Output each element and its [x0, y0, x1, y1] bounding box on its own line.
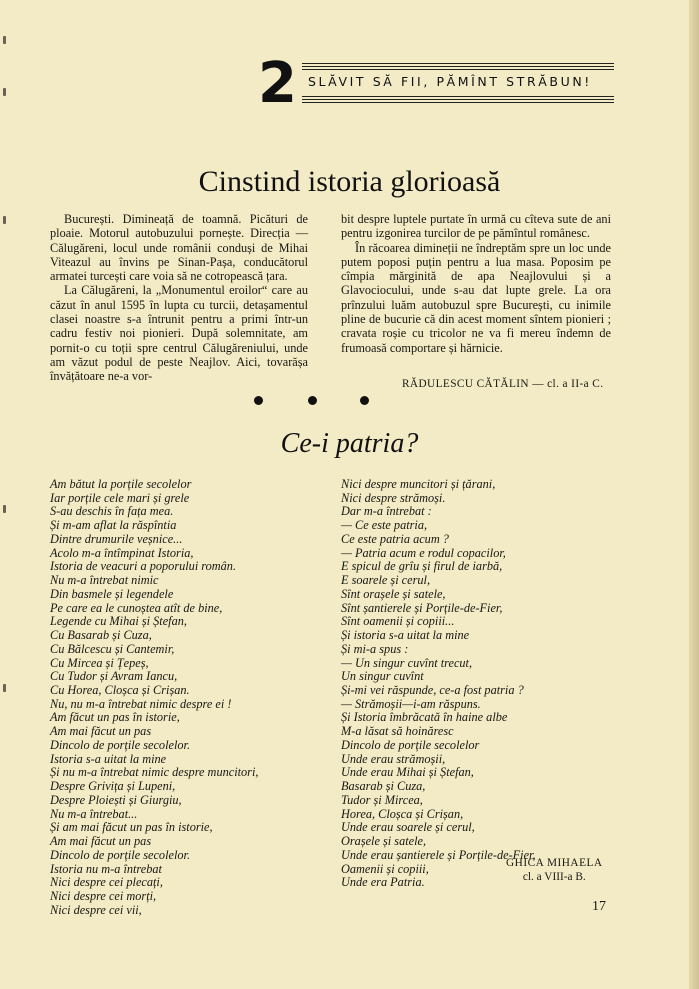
article-paragraph: La Călugăreni, la „Monumentul eroilor“ care au căzut în anul 1595 în lupta cu turcii, detașamentul clasei noastre s-a întrunit pentru a primi într-un cadru festiv noi pionieri. După solemnitate, am pornit-o cu toții spre centrul Călugăreniului, unde am văzut podul de peste Neajlov. Aici, tovarășa învățătoare ne-a vor- — [50, 283, 308, 384]
poem-line: Nici despre cei vii, — [50, 902, 142, 917]
poem-line: Istoria nu m-a întrebat — [50, 861, 162, 876]
poem-line: Nici despre cei morți, — [50, 889, 157, 904]
poem-line: Nu m-a întrebat... — [50, 806, 138, 821]
poem-line: Și istoria s-a uitat la mine — [341, 628, 470, 643]
article-column-right — [341, 212, 611, 355]
poem-line: Nici despre muncitori și țărani, — [341, 477, 496, 491]
poem-line: Despre Ploiești și Giurgiu, — [50, 792, 182, 807]
poem-line: Din basmele și legendele — [50, 586, 174, 601]
chapter-header — [258, 51, 612, 116]
poem-line: Basarab și Cuza, — [341, 779, 426, 794]
poem-line: Am mai făcut un pas — [50, 834, 152, 849]
poem-line: Tudor și Mircea, — [341, 792, 423, 807]
poem-title: Ce-i patria? — [280, 428, 419, 459]
poem-line: Sînt șantierele și Porțile-de-Fier, — [341, 600, 503, 615]
poem-line: Nu, nu m-a întrebat nimic despre ei ! — [50, 696, 232, 711]
poem-line: E spicul de grîu și firul de iarbă, — [341, 559, 503, 574]
chapter-rules-bottom — [302, 96, 614, 105]
poem-line: Istoria de veacuri a poporului român. — [50, 559, 237, 574]
poem-line: Orașele și satele, — [341, 834, 427, 849]
article-paragraph: bit despre luptele purtate în urmă cu cîteva sute de ani pentru izgonirea turcilor de pe pămîntul românesc. — [341, 212, 611, 241]
poem-line: — Patria acum e rodul copacilor, — [341, 545, 506, 560]
article-title: Cinstind istoria glorioasă — [198, 165, 501, 198]
page-number: 17 — [592, 899, 606, 914]
poem-line: Horea, Cloșca și Crișan, — [341, 806, 464, 821]
poem-line: Am bătut la porțile secolelor — [50, 477, 192, 491]
author-name: GHICA MIHAELA — [506, 857, 603, 869]
poem-line: Dincolo de porțile secolelor — [341, 737, 480, 752]
article-column-left — [50, 212, 308, 384]
poem-line: E soarele și cerul, — [341, 573, 431, 588]
poem-line: Cu Bălcescu și Cantemir, — [50, 641, 175, 656]
author-class: cl. a VIII-a B. — [522, 871, 586, 883]
poem-line: Cu Tudor și Avram Iancu, — [50, 669, 178, 684]
poem-line: Am mai făcut un pas — [50, 724, 152, 739]
poem-line: Dincolo de porțile secolelor. — [50, 847, 191, 862]
poem-line: — Strămoșii—i-am răspuns. — [341, 696, 481, 711]
poem-line: Sînt orașele și satele, — [341, 586, 446, 601]
poem-column-right — [341, 478, 536, 890]
poem-line: M-a lăsat să hoinăresc — [341, 724, 454, 739]
poem-line: — Ce este patria, — [341, 518, 428, 533]
poem-line: Cu Basarab și Cuza, — [50, 628, 152, 643]
poem-line: Unde erau șantierele și Porțile-de-Fier, — [341, 847, 536, 862]
poem-line: Și am mai făcut un pas în istorie, — [50, 820, 213, 835]
poem-line: Istoria s-a uitat la mine — [50, 751, 167, 766]
poem-line: Acolo m-a întîmpinat Istoria, — [50, 545, 194, 560]
poem-line: Legende cu Mihai și Ștefan, — [50, 614, 187, 629]
poem-line: Și mi-a spus : — [341, 641, 409, 656]
article-paragraph: București. Dimineață de toamnă. Picături de ploaie. Motorul autobuzului pornește. Direcția — Călugăreni, locul unde românii conduși de Mihai Viteazul au învins pe Sinan-Pașa, conducătorul armatei turcești care voia să ne cotropească țara. — [50, 212, 308, 284]
poem-line: Oamenii și copiii, — [341, 861, 429, 876]
chapter-title: SLĂVIT SĂ FII, PĂMÎNT STRĂBUN! — [308, 74, 592, 89]
article-signature: RĂDULESCU CĂTĂLIN — cl. a II-a C. — [402, 378, 604, 390]
poem-line: Ce este patria acum ? — [341, 531, 449, 546]
poem-line: Dincolo de porțile secolelor. — [50, 737, 191, 752]
poem-line: Unde erau strămoșii, — [341, 751, 446, 766]
poem-line: S-au deschis în fața mea. — [50, 504, 174, 519]
poem-line: Și Istoria îmbrăcată în haine albe — [341, 710, 508, 725]
binding-marks — [3, 0, 9, 989]
poem-line: Nici despre cei plecați, — [50, 875, 163, 890]
poem-line: Am făcut un pas în istorie, — [50, 710, 180, 725]
poem-line: Și m-am aflat la răspîntia — [50, 518, 177, 533]
poem-line: Iar porțile cele mari și grele — [50, 490, 190, 505]
poem-line: Și nu m-a întrebat nimic despre muncitori, — [50, 765, 259, 780]
poem-line: Pe care ea le cunoștea atît de bine, — [50, 600, 223, 615]
poem-line: — Un singur cuvînt trecut, — [341, 655, 473, 670]
poem-line: Unde erau Mihai și Ștefan, — [341, 765, 474, 780]
chapter-rules-top — [302, 63, 614, 72]
chapter-number: 2 — [258, 51, 297, 116]
poem-line: Nu m-a întrebat nimic — [50, 573, 159, 588]
poem-author — [506, 856, 603, 884]
poem-line: Cu Mircea și Țepeș, — [50, 655, 149, 670]
poem-line: Și-mi vei răspunde, ce-a fost patria ? — [341, 683, 524, 698]
poem-line: Unde erau soarele și cerul, — [341, 820, 475, 835]
poem-line: Cu Horea, Cloșca și Crișan. — [50, 683, 190, 698]
poem-column-left — [50, 478, 258, 918]
poem-line: Dar m-a întrebat : — [341, 504, 432, 519]
poem-line: Unde era Patria. — [341, 875, 425, 890]
poem-line: Despre Grivița și Lupeni, — [50, 779, 176, 794]
article-paragraph: În răcoarea dimineții ne îndreptăm spre un loc unde putem poposi puțin pentru a lua masa. Poposim pe cîmpia mărginită de apa Neajlovului și a Glavociocului, unde s-au dat lupte grele. La ora prînzului luăm autobuzul spre București, cu inimile pline de bucurie că din acest moment sîntem pionieri ; cravata roșie cu tricolor ne va fi mereu îndemn de frumoasă comportare și hărnicie. — [341, 240, 611, 355]
poem-line: Sînt oamenii și copiii... — [341, 614, 455, 629]
page-spine — [689, 0, 699, 989]
poem-line: Un singur cuvînt — [341, 669, 424, 684]
poem-line: Nici despre strămoși. — [341, 490, 446, 505]
poem-line: Dintre drumurile veșnice... — [50, 531, 183, 546]
